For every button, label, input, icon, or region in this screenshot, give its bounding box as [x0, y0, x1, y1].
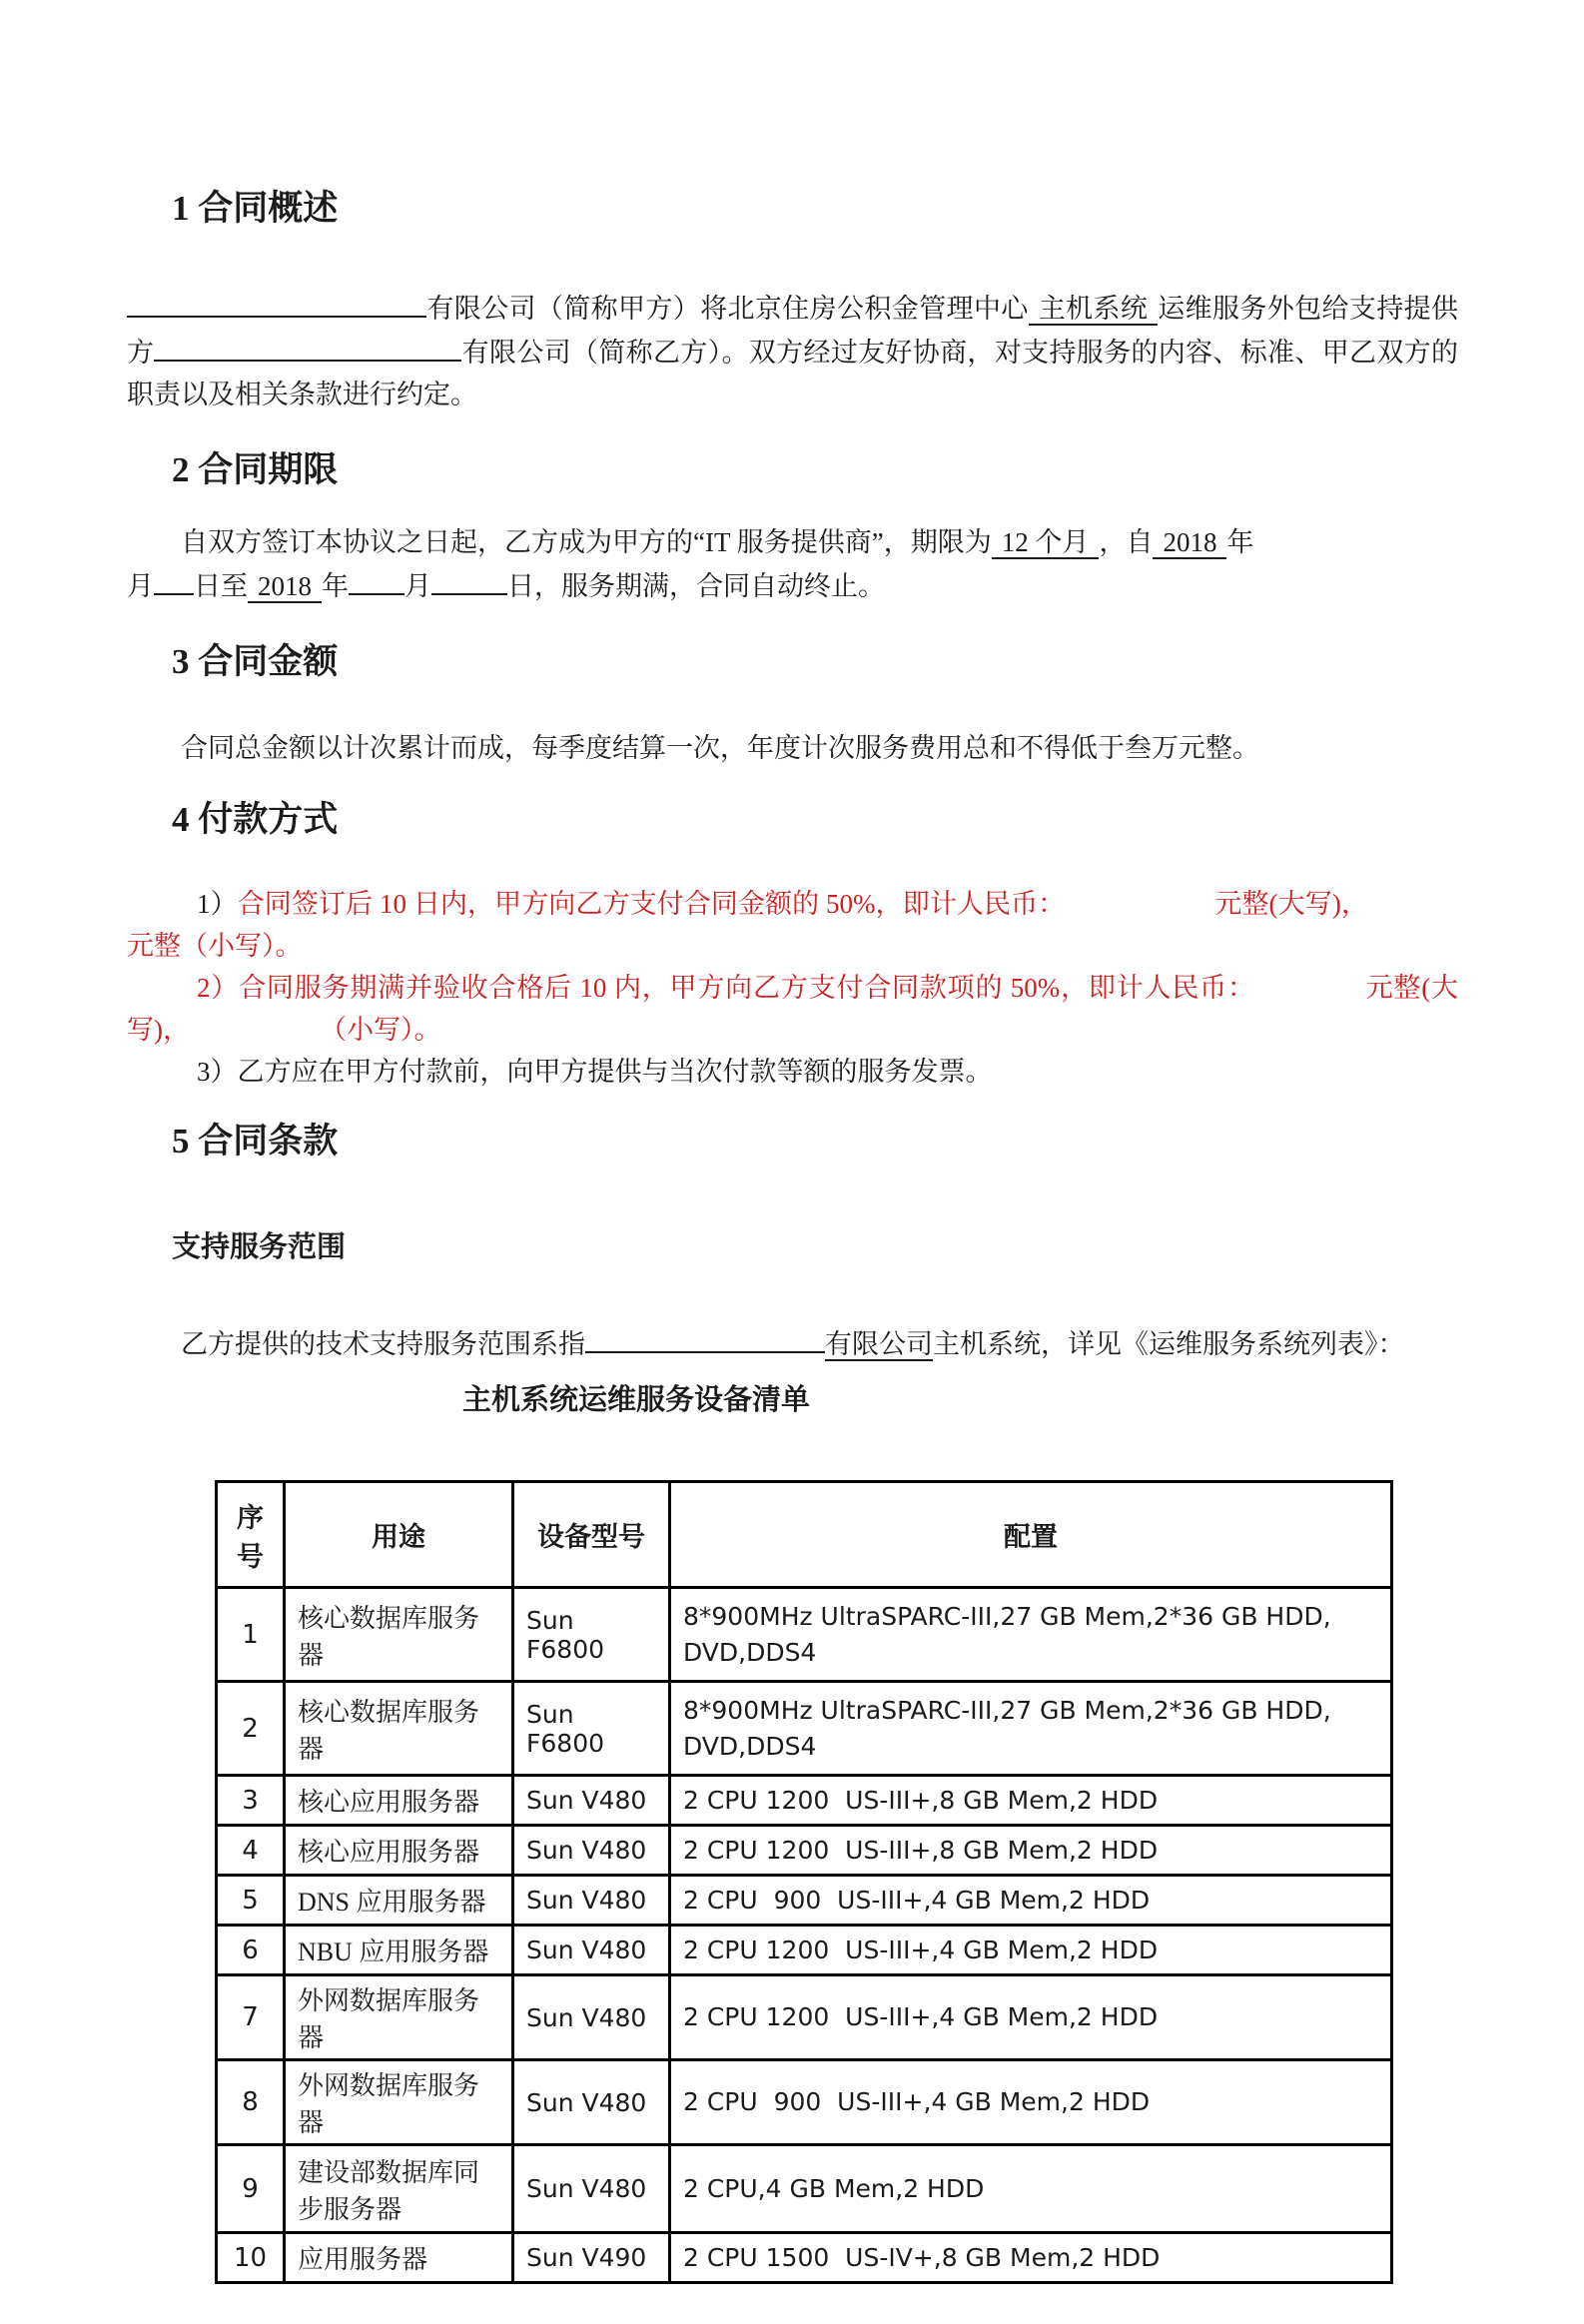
blank-underline-scope-company — [585, 1321, 825, 1353]
cell-usage: 核心应用服务器 — [285, 1826, 513, 1876]
table-header-row — [217, 1482, 1392, 1588]
blank-underline-month-end — [349, 563, 404, 595]
amount-gap — [1255, 996, 1365, 997]
equipment-table — [215, 1480, 1393, 2284]
cell-model: Sun V480 — [513, 1975, 670, 2060]
payment-item-2-text-b: 元整(大写)， — [127, 973, 1459, 1045]
payment-item-2-text-c: （小写）。 — [320, 1015, 441, 1045]
cell-index: 9 — [217, 2145, 285, 2233]
table-row — [217, 1876, 1392, 1926]
table-row — [217, 1588, 1392, 1682]
underlined-year-2018-end: 2018 — [248, 571, 322, 603]
contract-overview-paragraph — [127, 286, 1458, 415]
support-scope-subheading: 支持服务范围 — [172, 1231, 347, 1263]
table-row — [217, 2060, 1392, 2145]
contract-term-paragraph — [127, 521, 1458, 607]
amount-gap — [1368, 912, 1458, 913]
cell-index: 5 — [217, 1876, 285, 1926]
section-1-heading: 1 合同概述 — [172, 189, 339, 228]
amount-gap — [190, 1038, 320, 1039]
underlined-term-12-months: 12 个月 — [992, 527, 1100, 559]
blank-underline-party-a — [127, 286, 426, 318]
payment-item-1 — [127, 883, 1458, 967]
cell-usage: 核心数据库服务器 — [285, 1588, 513, 1682]
table-row — [217, 2233, 1392, 2283]
term-text-month: 月 — [127, 571, 154, 601]
cell-config: 2 CPU 900 US-III+,4 GB Mem,2 HDD — [670, 1876, 1392, 1926]
col-header-index: 序号 — [217, 1482, 285, 1588]
cell-usage: NBU 应用服务器 — [285, 1926, 513, 1975]
table-row — [217, 2145, 1392, 2233]
cell-model: Sun F6800 — [513, 1682, 670, 1776]
col-header-config: 配置 — [670, 1482, 1392, 1588]
payment-item-1-number: 1） — [197, 889, 238, 919]
cell-model: Sun V480 — [513, 1876, 670, 1926]
cell-config: 2 CPU 1200 US-III+,4 GB Mem,2 HDD — [670, 1975, 1392, 2060]
cell-usage: 外网数据库服务器 — [285, 2060, 513, 2145]
equipment-list-title: 主机系统运维服务设备清单 — [461, 1384, 810, 1416]
support-scope-paragraph — [127, 1321, 1458, 1365]
cell-index: 1 — [217, 1588, 285, 1682]
section-4-heading: 4 付款方式 — [172, 800, 339, 839]
cell-model: Sun V490 — [513, 2233, 670, 2283]
cell-index: 4 — [217, 1826, 285, 1876]
payment-item-1-text-c: 元整（小写）。 — [127, 931, 303, 961]
payment-item-1-text-a: 合同签订后 10 日内，甲方向乙方支付合同金额的 50%，即计人民币： — [237, 889, 1066, 919]
cell-index: 3 — [217, 1776, 285, 1826]
table-row — [217, 1682, 1392, 1776]
cell-config: 8*900MHz UltraSPARC-III,27 GB Mem,2*36 GB HDD, DVD,DDS4 — [670, 1682, 1392, 1776]
blank-underline-day-start — [154, 563, 194, 595]
table-row — [217, 1926, 1392, 1975]
cell-config: 8*900MHz UltraSPARC-III,27 GB Mem,2*36 GB HDD, DVD,DDS4 — [670, 1588, 1392, 1682]
blank-underline-party-b — [154, 330, 461, 362]
col-header-model: 设备型号 — [513, 1482, 670, 1588]
cell-usage: 核心应用服务器 — [285, 1776, 513, 1826]
cell-index: 10 — [217, 2233, 285, 2283]
term-text-until: 日至 — [194, 571, 248, 601]
cell-model: Sun V480 — [513, 2145, 670, 2233]
cell-usage: 外网数据库服务器 — [285, 1975, 513, 2060]
term-text-3: 年 — [1226, 527, 1254, 557]
cell-config: 2 CPU 1200 US-III+,8 GB Mem,2 HDD — [670, 1826, 1392, 1876]
section-3-heading: 3 合同金额 — [172, 642, 339, 681]
underlined-year-2018-start: 2018 — [1153, 527, 1226, 559]
scope-text-b: 主机系统，详见《运维服务系统列表》： — [933, 1329, 1405, 1359]
payment-item-2 — [127, 967, 1458, 1051]
underlined-scope-company-text: 有限公司 — [825, 1329, 933, 1359]
cell-config: 2 CPU 1200 US-III+,4 GB Mem,2 HDD — [670, 1926, 1392, 1975]
cell-config: 2 CPU,4 GB Mem,2 HDD — [670, 2145, 1392, 2233]
term-text-2: ，自 — [1099, 527, 1154, 557]
cell-model: Sun V480 — [513, 1776, 670, 1826]
term-text-month-2: 月 — [404, 571, 431, 601]
overview-text-party-b: 有限公司（简称乙方）。双方经过友好协商，对支持服务的内容、标准、甲乙双方的职责以及相关条款进行约定。 — [127, 338, 1459, 409]
cell-model: Sun V480 — [513, 2060, 670, 2145]
cell-index: 7 — [217, 1975, 285, 2060]
cell-usage: 建设部数据库同步服务器 — [285, 2145, 513, 2233]
section-2-heading: 2 合同期限 — [172, 450, 339, 489]
cell-index: 6 — [217, 1926, 285, 1975]
overview-text-outsource: 运维服务外包给支持提供方 — [127, 294, 1459, 368]
cell-usage: 应用服务器 — [285, 2233, 513, 2283]
payment-item-1-text-b: 元整(大写)， — [1214, 889, 1368, 919]
section-5-heading: 5 合同条款 — [172, 1122, 339, 1161]
payment-item-2-number: 2） — [197, 973, 240, 1003]
cell-model: Sun V480 — [513, 1826, 670, 1876]
cell-config: 2 CPU 1500 US-IV+,8 GB Mem,2 HDD — [670, 2233, 1392, 2283]
cell-model: Sun V480 — [513, 1926, 670, 1975]
payment-item-2-text-a: 合同服务期满并验收合格后 10 内，甲方向乙方支付合同款项的 50%，即计人民币： — [239, 973, 1255, 1003]
amount-gap — [1065, 912, 1214, 913]
payment-item-3: 3）乙方应在甲方付款前，向甲方提供与当次付款等额的服务发票。 — [197, 1057, 993, 1087]
blank-underline-day-end — [431, 563, 507, 595]
col-header-usage: 用途 — [285, 1482, 513, 1588]
term-text-year: 年 — [322, 571, 349, 601]
cell-index: 2 — [217, 1682, 285, 1776]
underlined-host-system-text: 主机系统 — [1029, 294, 1159, 326]
table-row — [217, 1826, 1392, 1876]
table-row — [217, 1975, 1392, 2060]
overview-text-party-a: 有限公司（简称甲方）将北京住房公积金管理中心 — [426, 294, 1029, 324]
cell-usage: DNS 应用服务器 — [285, 1876, 513, 1926]
term-text-expiry: 日，服务期满，合同自动终止。 — [507, 571, 885, 601]
cell-model: Sun F6800 — [513, 1588, 670, 1682]
scope-text-a: 乙方提供的技术支持服务范围系指 — [181, 1329, 585, 1359]
term-text-1: 自双方签订本协议之日起，乙方成为甲方的“IT 服务提供商”，期限为 — [181, 527, 992, 557]
cell-usage: 核心数据库服务器 — [285, 1682, 513, 1776]
cell-config: 2 CPU 900 US-III+,4 GB Mem,2 HDD — [670, 2060, 1392, 2145]
table-row — [217, 1776, 1392, 1826]
cell-index: 8 — [217, 2060, 285, 2145]
contract-amount-paragraph: 合同总金额以计次累计而成，每季度结算一次，年度计次服务费用总和不得低于叁万元整。 — [181, 733, 1259, 763]
cell-config: 2 CPU 1200 US-III+,8 GB Mem,2 HDD — [670, 1776, 1392, 1826]
